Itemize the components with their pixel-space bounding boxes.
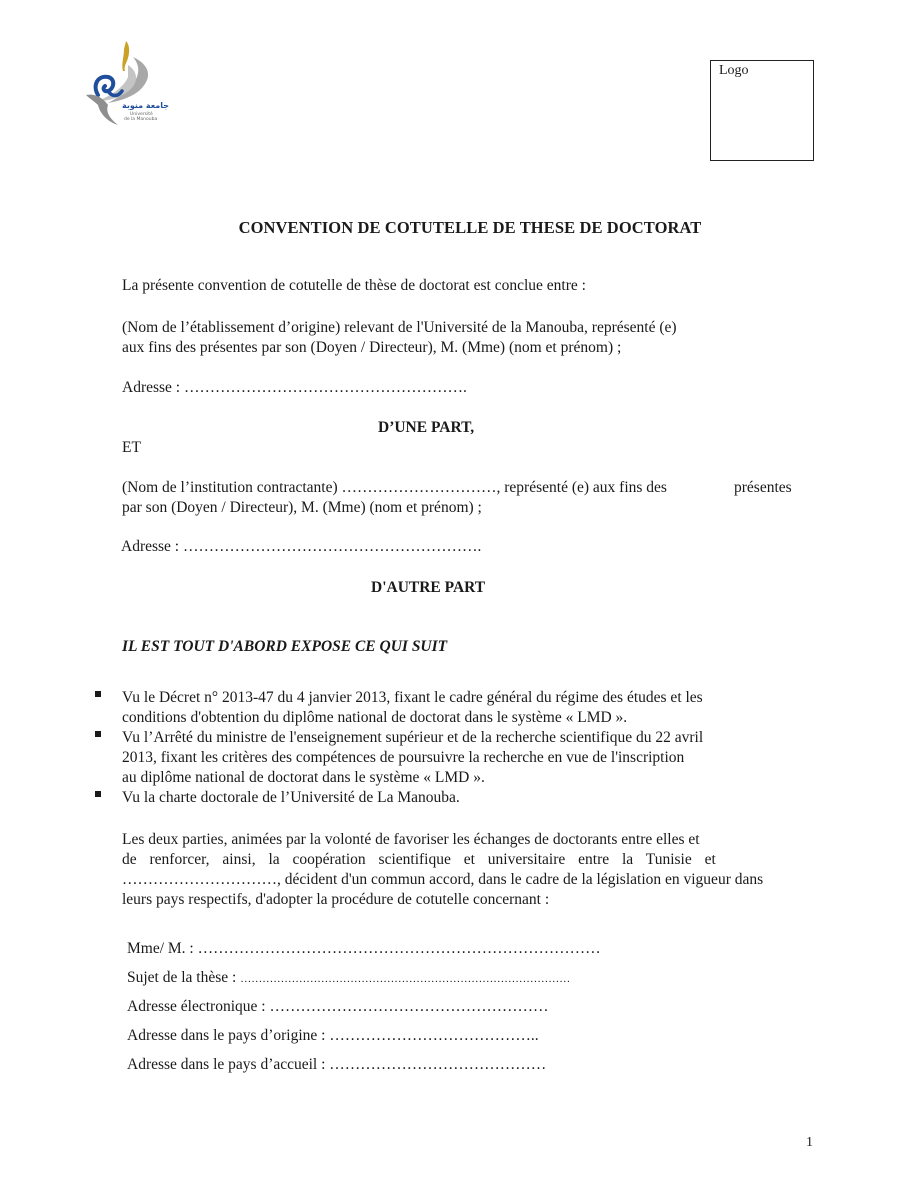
university-logo [78,35,170,130]
party-one-address-field[interactable]: Adresse : ………………………………………………. [122,379,467,396]
party-two-label: D'AUTRE PART [371,579,486,596]
consideration-2-line-3: au diplôme national de doctorat dans le système « LMD ». [122,769,485,786]
consideration-1-line-1: Vu le Décret n° 2013-47 du 4 janvier 2013, fixant le cadre général du régime des études et les [122,689,703,706]
conjunction-et: ET [122,439,141,456]
consideration-2-line-2: 2013, fixant les critères des compétences de poursuivre la recherche en vue de l'inscription [122,749,685,766]
partner-logo-placeholder [710,60,814,161]
intro-paragraph: La présente convention de cotutelle de thèse de doctorat est conclue entre : [122,277,586,294]
page-number: 1 [806,1135,813,1150]
party-one-label: D’UNE PART, [378,419,475,436]
university-emblem-icon [78,35,170,130]
field-value[interactable]: ……………………………………………………………………………… [240,973,571,985]
bullet-icon [95,731,103,739]
agreement-line-1: Les deux parties, animées par la volonté de favoriser les échanges de doctorants entre elles et [122,831,700,848]
field-candidate-name[interactable] [127,939,601,958]
party-one-line-1: (Nom de l’établissement d’origine) relevant de l'Université de la Manouba, représenté (e) [122,319,677,336]
bullet-icon [95,791,103,799]
field-thesis-subject[interactable] [127,968,570,989]
field-label: Mme/ M. : [127,940,194,957]
field-email[interactable] [127,997,548,1016]
svg-text:Université: Université [130,112,153,117]
logo-placeholder-label: Logo [719,63,749,78]
svg-text:de la Manouba: de la Manouba [124,117,158,122]
agreement-line-4: leurs pays respectifs, d'adopter la procédure de cotutelle concernant : [122,891,550,908]
field-label: Adresse électronique : [127,998,266,1015]
agreement-line-2: de renforcer, ainsi, la coopération scientifique et universitaire entre la Tunisie et [122,851,716,868]
field-value[interactable]: …………………………………… [329,1056,547,1073]
consideration-3-line-1: Vu la charte doctorale de l’Université de La Manouba. [122,789,460,806]
field-origin-address[interactable] [127,1026,539,1045]
bullet-icon [95,691,103,699]
field-label: Sujet de la thèse : [127,969,237,986]
field-host-address[interactable] [127,1055,546,1074]
svg-text:جامعة منوبة: جامعة منوبة [122,101,169,110]
party-two-line-1-end: présentes [734,479,792,496]
party-two-address-field[interactable]: Adresse : …………………………………………………. [121,538,482,555]
consideration-2-line-1: Vu l’Arrêté du ministre de l'enseignement supérieur et de la recherche scientifique du 22 avril [122,729,704,746]
field-value[interactable]: ……………………………………………… [269,998,549,1015]
consideration-1-line-2: conditions d'obtention du diplôme national de doctorat dans le système « LMD ». [122,709,628,726]
field-label: Adresse dans le pays d’origine : [127,1027,326,1044]
field-value[interactable]: …………………………………………………………………… [197,940,601,957]
party-one-line-2: aux fins des présentes par son (Doyen / Directeur), M. (Mme) (nom et prénom) ; [122,339,622,356]
field-label: Adresse dans le pays d’accueil : [127,1056,326,1073]
section-heading: IL EST TOUT D'ABORD EXPOSE CE QUI SUIT [122,638,448,655]
field-value[interactable]: ………………………………….. [329,1027,539,1044]
party-two-line-2: par son (Doyen / Directeur), M. (Mme) (nom et prénom) ; [122,499,482,516]
document-title: CONVENTION DE COTUTELLE DE THESE DE DOCTORAT [238,218,702,237]
agreement-line-3: …………………………, décident d'un commun accord, dans le cadre de la législation en vigueur dans [122,871,764,888]
party-two-line-1: (Nom de l’institution contractante) …………………………, représenté (e) aux fins des [122,479,667,496]
